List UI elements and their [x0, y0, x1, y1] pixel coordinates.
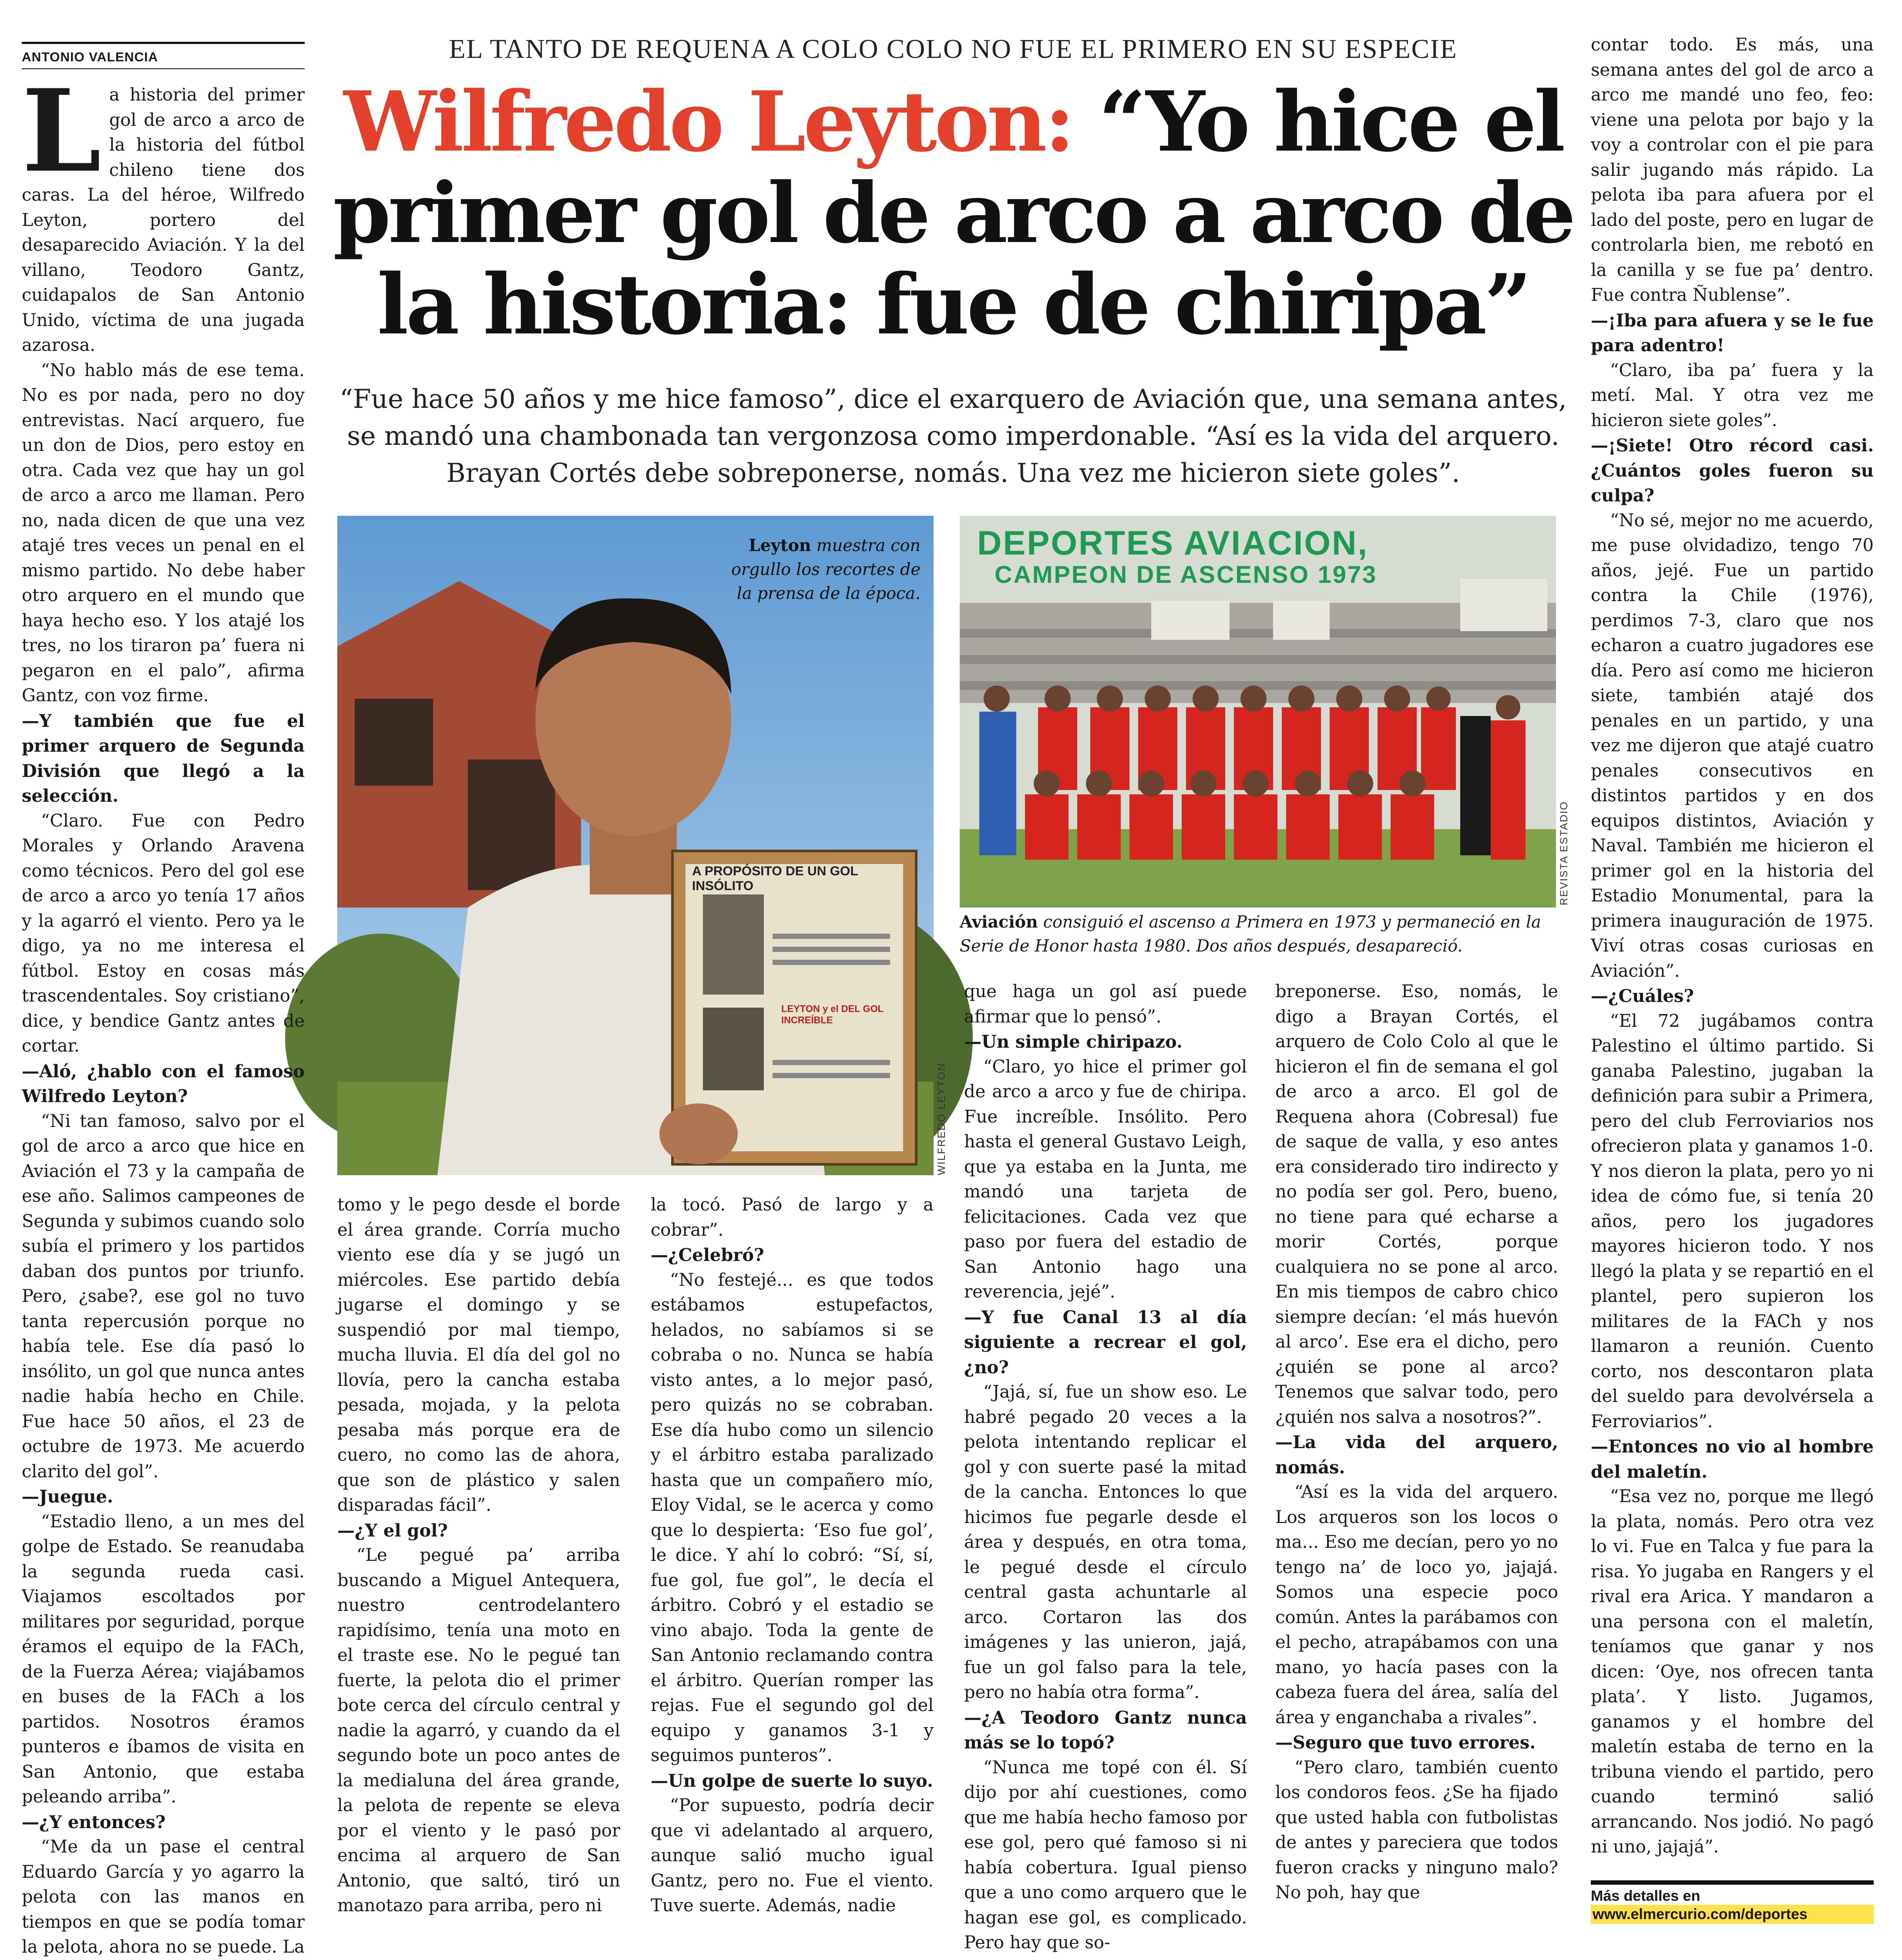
col1-question-4: —¿Y entonces? — [22, 1812, 166, 1832]
photo-team-caption-text: consiguió el ascenso a Primera en 1973 y permaneció en la Serie de Honor hasta 1980. Dos años después, desapareció. — [960, 912, 1541, 955]
photo-team-credit: REVISTA ESTADIO — [1558, 801, 1570, 905]
col1-question-2: —Aló, ¿hablo con el famoso Wilfredo Leyton? — [22, 1061, 305, 1106]
photo-leyton-credit: WILFREDO LEYTON — [936, 1062, 948, 1175]
col1-lead: a historia del primer gol de arco a arco de la historia del fútbol chileno tiene dos caras. La del héroe, Wilfredo Leyton, portero del desaparecido Aviación. Y la del villano, Teodoro Gantz, cuidapalos de San Antonio Unido, víctima de una jugada azarosa. — [22, 85, 305, 355]
col5-paragraph-2: “Así es la vida del arquero. Los arqueros son los locos o ma... Eso me decían, pero yo no tengo na’ de loco yo, jajajá. Somos una especie poco común. Antes la parábamos con el pecho, atrapábamos con una mano, yo hacía pases con la cabeza fuera del área, salía del área y enganchaba a rivales”. — [1275, 1482, 1558, 1728]
column-6 — [1591, 33, 1874, 1857]
col6-paragraph-2: “Claro, iba pa’ fuera y la metí. Mal. Y otra vez me hicieron siete goles”. — [1591, 360, 1874, 430]
col1-paragraph-3: “Claro. Fue con Pedro Morales y Orlando Aravena como técnicos. Pero del gol ese de arco a arco yo tenía 17 años y la agarró el viento. Pero ya le digo, ya no me interesa el fútbol. Estoy en cosas más trascendentales. Soy cristiano”, dice, y bendice Gantz antes de cortar. — [22, 810, 305, 1056]
team-banner-line1: DEPORTES AVIACION, — [977, 524, 1369, 562]
col3-question-2: —Un golpe de suerte lo suyo. — [651, 1770, 933, 1791]
col1-paragraph-2: “No hablo más de ese tema. No es por nada, pero no doy entrevistas. Nací arquero, fue un don de Dios, pero estoy en otra. Cada vez que hay un gol de arco a arco me llaman. Pero no, nada dicen de que una vez atajé tres veces un penal en el mismo partido. No debe haber otro arquero en el mundo que haya hecho eso. Y los atajé los tres, no los tiraron pa’ fuera ni pegaron en el palo”, afirma Gantz, con voz firme. — [22, 360, 305, 706]
col4-question-2: —Y fue Canal 13 al día siguiente a recrear el gol, ¿no? — [964, 1307, 1247, 1378]
col5-paragraph-1: breponerse. Eso, nomás, le digo a Brayan Cortés, el arquero de Colo Colo al que le hicieron el fin de semana el gol de arco a arco. El gol de Requena ahora (Cobresal) fue de saque de valla, y eso antes era considerado tiro indirecto y no podía ser gol. Pero, bueno, no tiene para qué echarse a morir Cortés, porque cualquiera no se pone al arco. En mis tiempos de cabro chico siempre decían: ‘el más huevón al arco’. Ese era el dicho, pero ¿quién se pone al arco? Tenemos que salvar todo, pero ¿quién nos salva a nosotros?”. — [1275, 982, 1558, 1427]
drop-cap: L — [22, 65, 101, 198]
col6-paragraph-3: “No sé, mejor no me acuerdo, me puse olvidadizo, tengo 70 años, jejé. Fue un partido contra la Chile (1976), perdimos 7-3, claro que nos echaron a cuatro jugadores ese día. Pero así como me hicieron siete, también atajé dos penales en un partido, y una vez me dijeron que atajé cuatro penales consecutivos en distintos partidos y en dos equipos distintos, Aviación y Naval. También me hicieron el primer gol en la historia del Estadio Monumental, para la primera inauguración de 1975. Viví otras cosas curiosas en Aviación”. — [1591, 510, 1874, 981]
col4-paragraph-2: “Claro, yo hice el primer gol de arco a arco y fue de chiripa. Fue increíble. Insólito. Pero hasta el general Gustavo Leigh, que ya estaba en la Junta, me mandó una tarjeta de felicitaciones. Cada vez que paso por fuera del estadio de San Antonio hago una reverencia, jejé”. — [964, 1056, 1247, 1302]
col6-question-1: —¡Iba para afuera y se le fue para adentro! — [1591, 310, 1874, 356]
headline-name: Wilfredo Leyton: — [343, 73, 1072, 170]
col1-question-1: —Y también que fue el primer arquero de Segunda División que llegó a la selección. — [22, 710, 305, 806]
kicker: EL TANTO DE REQUENA A COLO COLO NO FUE EL PRIMERO EN SU ESPECIE — [449, 34, 1458, 64]
col1-paragraph-1 — [22, 65, 305, 358]
col4-paragraph-3: “Jajá, sí, fue un show eso. Le habré pegado 20 veces a la pelota intentando replicar el gol y con suerte pasé la mitad de la cancha. Entonces lo que hicimos fue pegarle desde el área y después, en otra toma, le pegué desde el círculo central gasta achuntarle al arco. Cortaron las dos imágenes y las unieron, jajá, fue un gol falso para la tele, pero no había otra forma”. — [964, 1382, 1247, 1702]
col3-question-1: —¿Celebró? — [651, 1245, 764, 1265]
more-details-box — [1591, 1880, 1874, 1924]
column-5 — [1275, 979, 1558, 1924]
column-4 — [964, 979, 1247, 1953]
more-details-link[interactable]: www.elmercurio.com/deportes — [1591, 1905, 1874, 1924]
col2-question-1: —¿Y el gol? — [337, 1520, 448, 1541]
col2-paragraph-1: tomo y le pego desde el borde el área grande. Corría mucho viento ese día y se jugó un miércoles. Ese partido debía jugarse el domingo y se suspendió por mal tiempo, mucha lluvia. El día del gol no llovía, pero la cancha estaba pesada, mojada, y la pelota pesaba más porque era de cuero, no como las de ahora, que son de plástico y salen disparadas fácil”. — [337, 1195, 620, 1515]
column-3 — [651, 1193, 934, 1924]
col4-paragraph-4: “Nunca me topé con él. Sí dijo por ahí cuestiones, como que me había hecho famoso por ese gol, pero qué famoso si ni había cobertura. Igual pienso que a uno como arquero que le hagan ese gol, es complicado. Pero hay que so- — [964, 1757, 1247, 1953]
photo-leyton — [337, 516, 934, 1175]
deck: “Fue hace 50 años y me hice famoso”, dice el exarquero de Aviación que, una semana antes, se mandó una chambonada tan vergonzosa como imperdonable. “Así es la vida del arquero. Brayan Cortés debe sobreponerse, nomás. Una vez me hicieron siete goles”. — [339, 384, 1567, 488]
photo-team — [960, 516, 1556, 908]
photo-leyton-caption-name: Leyton — [749, 535, 811, 555]
col1-paragraph-4: “Ni tan famoso, salvo por el gol de arco a arco que hice en Aviación el 73 y la campaña de ese año. Salimos campeones de Segunda y subimos cuando solo subía el primero y los partidos daban dos puntos por triunfo. Pero, ¿sabe?, ese gol no tuvo tanta repercusión porque no había tele. Ese día pasó lo insólito, un gol que nunca antes nadie había hecho en Chile. Fue hace 50 años, el 23 de octubre de 1973. Me acuerdo clarito del gol”. — [22, 1111, 305, 1482]
col5-question-2: —Seguro que tuvo errores. — [1275, 1732, 1536, 1753]
clipping-subtitle: LEYTON y el DEL GOL INCREÍBLE — [781, 1003, 884, 1025]
more-details-label: Más detalles en — [1591, 1888, 1700, 1904]
col6-paragraph-1: contar todo. Es más, una semana antes del gol de arco a arco me mandé uno feo, feo: viene una pelota por bajo y la voy a controlar con el pie para salir jugando más rápido. La pelota iba para afuera por el lado del poste, pero en lugar de controlarla bien, me rebotó en la canilla y se fue pa’ dentro. Fue contra Ñublense”. — [1591, 35, 1874, 305]
byline: ANTONIO VALENCIA — [22, 42, 305, 69]
team-banner-line2: CAMPEON DE ASCENSO 1973 — [995, 561, 1378, 588]
headline-quote: “Yo hice el primer gol de arco a arco de la historia: fue de chiripa” — [333, 73, 1573, 353]
col3-paragraph-2: “No festejé... es que todos estábamos estupefactos, helados, no sabíamos si se cobraba o no. Nunca se había visto antes, a lo mejor pasó, pero quizás no se cobraban. Ese día hubo como un silencio y el árbitro estaba paralizado hasta que un compañero mío, Eloy Vidal, se le acerca y como que lo despierta: ‘Eso fue gol’, le dice. Y ahí lo cobró: “Sí, sí, fue gol, fue gol”, le decía el árbitro. Cobró y el estadio se vino abajo. Toda la gente de San Antonio reclamando contra el árbitro. Querían romper las rejas. Fue el segundo gol del equipo y ganamos 3-1 y seguimos punteros”. — [651, 1270, 934, 1765]
col5-paragraph-3: “Pero claro, también cuento los condoros feos. ¿Se ha fijado que usted habla con futbolistas de antes y pareciera que todos fueron cracks y ninguno malo? No poh, hay que — [1275, 1757, 1558, 1903]
photo-team-caption-name: Aviación — [960, 912, 1038, 931]
col6-paragraph-5: “Esa vez no, porque me llegó la plata, nomás. Pero otra vez lo vi. Fue en Talca y fue para la risa. Yo jugaba en Rangers y el rival era Arica. Y mandaron a una persona con el maletín, teníamos que ganar y nos dicen: ‘Oye, nos ofrecen tanta plata’. Y listo. Jugamos, ganamos y el hombre del maletín estaba de terno en la tribuna viendo el partido, pero cuando terminó salió arrancando. Nos jodió. No pagó ni uno, jajajá”. — [1591, 1486, 1874, 1857]
photo-leyton-illustration — [337, 516, 934, 1175]
col1-paragraph-5: “Estadio lleno, a un mes del golpe de Estado. Se reanudaba la segunda rueda casi. Viajamos escoltados por militares por seguridad, porque éramos el equipo de la FACh, de la Fuerza Aérea; viajábamos en buses de la FACh a los partidos. Nosotros éramos punteros e íbamos de visita en San Antonio, que estaba peleando arriba”. — [22, 1511, 305, 1807]
clipping-title: A PROPÓSITO DE UN GOL INSÓLITO — [692, 864, 858, 893]
col6-question-2: —¡Siete! Otro récord casi. ¿Cuántos goles fueron su culpa? — [1591, 435, 1874, 506]
col4-question-3: —¿A Teodoro Gantz nunca más se lo topó? — [964, 1707, 1247, 1753]
col4-question-1: —Un simple chiripazo. — [964, 1032, 1183, 1052]
column-1 — [22, 65, 305, 1957]
photo-leyton-caption-text: muestra con orgullo los recortes de la prensa de la época. — [731, 536, 921, 603]
photo-team-caption — [960, 910, 1556, 958]
col3-paragraph-1: la tocó. Pasó de largo y a cobrar”. — [651, 1195, 934, 1240]
col6-paragraph-4: “El 72 jugábamos contra Palestino el último partido. Si ganaba Palestino, jugaban la definición para subir a Primera, pero del club Ferroviarios nos ofrecieron plata y ganamos 1-0. Y nos dieron la plata, pero yo ni idea de cómo fue, si tenía 20 años, pero los jugadores mayores hicieron todo. Y nos llegó la plata y se repartió en el plantel, pero supieron los militares de la FACh y nos llamaron a reunión. Cuento corto, nos descontaron plata del sueldo para devolvérsela a Ferroviarios”. — [1591, 1011, 1874, 1432]
photo-leyton-caption — [720, 533, 921, 605]
col3-paragraph-3: “Por supuesto, podría decir que vi adelantado al arquero, aunque salió mucho igual Gantz, pero no. Fue el viento. Tuve suerte. Además, nadie — [651, 1795, 934, 1916]
col1-question-3: —Juegue. — [22, 1486, 113, 1507]
col6-question-3: —¿Cuáles? — [1591, 986, 1694, 1006]
headline — [331, 73, 1576, 353]
team-banner — [977, 524, 1412, 588]
column-2 — [337, 1193, 620, 1924]
col6-question-4: —Entonces no vio al hombre del maletín. — [1591, 1436, 1874, 1482]
col2-paragraph-2: “Le pegué pa’ arriba buscando a Miguel Antequera, nuestro centrodelantero rapidísimo, tenía una moto en el traste ese. No le pegué tan fuerte, la pelota dio el primer bote cerca del círculo central y nadie la agarró, y cuando da el segundo bote un poco antes de la medialuna del área grande, la pelota de repente se eleva por el viento y le pasó por encima al arquero de San Antonio, que saltó, tiró un manotazo para arriba, pero ni — [337, 1545, 620, 1916]
col4-paragraph-1: que haga un gol así puede afirmar que lo pensó”. — [964, 982, 1247, 1027]
col1-paragraph-6: “Me da un pase el central Eduardo García y yo agarro la pelota con las manos en tiempos en que se podía tomar la pelota, ahora no se puede. La — [22, 1837, 305, 1957]
col5-question-1: —La vida del arquero, nomás. — [1275, 1432, 1558, 1478]
